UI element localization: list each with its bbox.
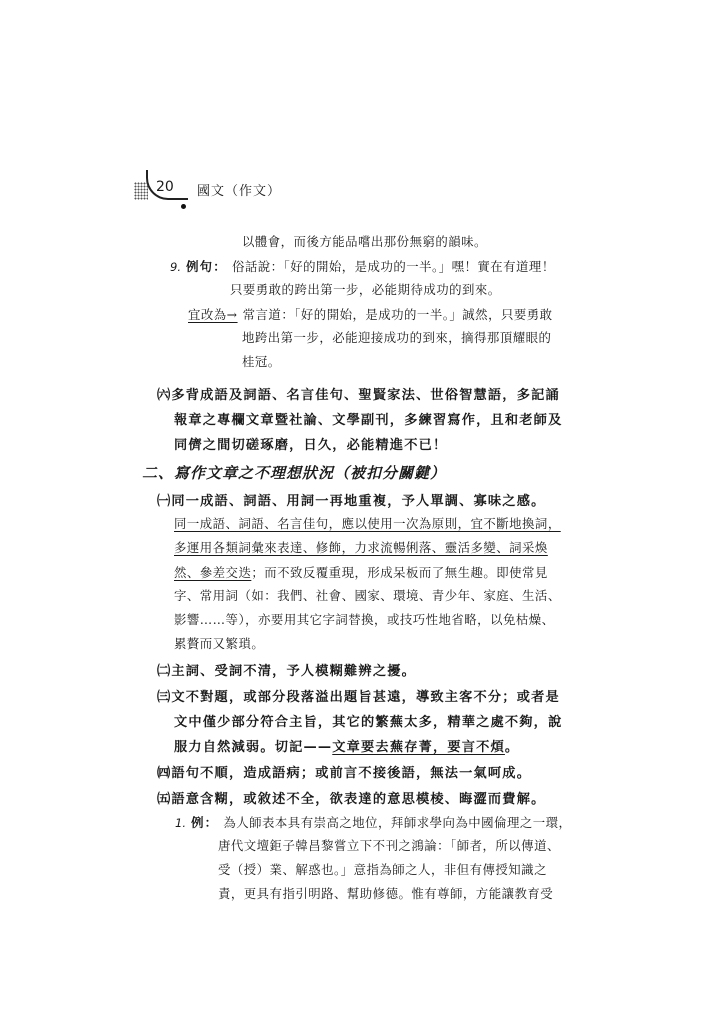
example-number: 9. [170, 260, 181, 274]
page-number: 20 [156, 179, 174, 195]
text-line: 同一成語、詞語、名言佳句，應以使用一次為原則，宜不斷地換詞， [174, 516, 561, 531]
text-line: 地跨出第一步，必能迎接成功的到來，摘得那頂耀眼的 [242, 330, 552, 345]
text-line: 文不對題，或部分段落溢出題旨甚遠，導致主客不分；或者是 [171, 690, 560, 705]
point-title: 同一成語、詞語、用詞一再地重複，予人單調、寡味之感。 [171, 494, 546, 509]
point-2 [157, 660, 416, 679]
text-line: 影響……等），亦要用其它字詞替換，或技巧性地省略，以免枯燥、 [174, 612, 555, 627]
text-line: 常言道：「好的開始，是成功的一半。」誠然，只要勇敢 [242, 307, 553, 322]
example-label: 例句： [186, 259, 227, 274]
item-6 [157, 384, 560, 403]
point-title: 語意含糊，或敘述不全，欲表達的意思模棱、晦澀而費解。 [171, 792, 546, 807]
text-line-group [174, 562, 548, 581]
item-marker: ㈥ [157, 388, 172, 403]
text-line: 服力自然減弱。切記—— [174, 740, 333, 755]
text-line: 字、常用詞（如：我們、社會、國家、環境、青少年、家庭、生活、 [174, 588, 561, 603]
example-label: 例： [191, 815, 219, 830]
header-dot-pattern [134, 182, 148, 200]
text-line: 責，更具有指引明路、幫助修德。惟有尊師，方能讓教育受 [218, 886, 554, 901]
text-line: 報章之專欄文章暨社論、文學副刊，多練習寫作，且和老師及 [174, 413, 563, 428]
point-5 [157, 788, 545, 807]
underlined-text: 然、參差交迭 [174, 565, 252, 580]
example-1 [175, 812, 571, 831]
text-line: 受（授）業、解惑也。」意指為師之人，非但有傳授知識之 [218, 862, 547, 877]
section-heading: 二、寫作文章之不理想狀況（被扣分關鍵） [142, 464, 447, 482]
text-line: 桂冠。 [242, 354, 281, 369]
text-line: 。 [504, 740, 520, 755]
text-line: 唐代文壇鉅子韓昌黎嘗立下不刊之鴻論：「師者，所以傳道、 [218, 838, 560, 853]
item-marker: ㈡ [157, 664, 172, 679]
text-line-group [174, 736, 519, 755]
text-line: ；而不致反覆重現，形成呆板而了無生趣。即使常見 [251, 565, 548, 580]
text-line: 只要勇敢的跨出第一步，必能期待成功的到來。 [230, 282, 501, 297]
point-3 [157, 686, 560, 705]
item-marker: ㈢ [157, 690, 172, 705]
text-line: 文中僅少部分符合主旨，其它的繁蕪太多，精華之處不夠，說 [174, 715, 563, 730]
point-title: 主詞、受詞不清，予人模糊難辨之擾。 [171, 664, 416, 679]
revision [188, 304, 553, 323]
running-title: 國文（作文） [197, 184, 282, 199]
text-line: 累贅而又繁瑣。 [174, 636, 265, 651]
text-line: 為人師表本具有崇高之地位，拜師求學向為中國倫理之一環， [223, 815, 572, 830]
revision-label: 宜改為→ [188, 307, 238, 322]
header-dot-ornament [181, 204, 186, 209]
example-number: 1. [175, 816, 186, 830]
example-9 [170, 256, 555, 275]
text-line: 同儕之間切磋琢磨，日久，必能精進不已！ [174, 438, 448, 453]
point-4 [157, 762, 531, 781]
item-marker: ㈤ [157, 792, 172, 807]
underlined-text: 文章要去蕪存菁，要言不煩 [332, 740, 505, 755]
text-line: 多背成語及詞語、名言佳句、聖賢家法、世俗智慧語，多記誦 [171, 388, 560, 403]
text-line: 以體會，而後方能品嚐出那份無窮的韻味。 [242, 234, 487, 249]
text-line: 俗話說：「好的開始，是成功的一半。」嘿！實在有道理！ [231, 259, 555, 274]
point-title: 語句不順，造成語病；或前言不接後語，無法一氣呵成。 [171, 766, 532, 781]
item-marker: ㈣ [157, 766, 172, 781]
point-1 [157, 490, 545, 509]
item-marker: ㈠ [157, 494, 172, 509]
text-line: 多運用各類詞彙來表達、修飾，力求流暢俐落、靈活多變、詞采煥 [174, 540, 548, 555]
